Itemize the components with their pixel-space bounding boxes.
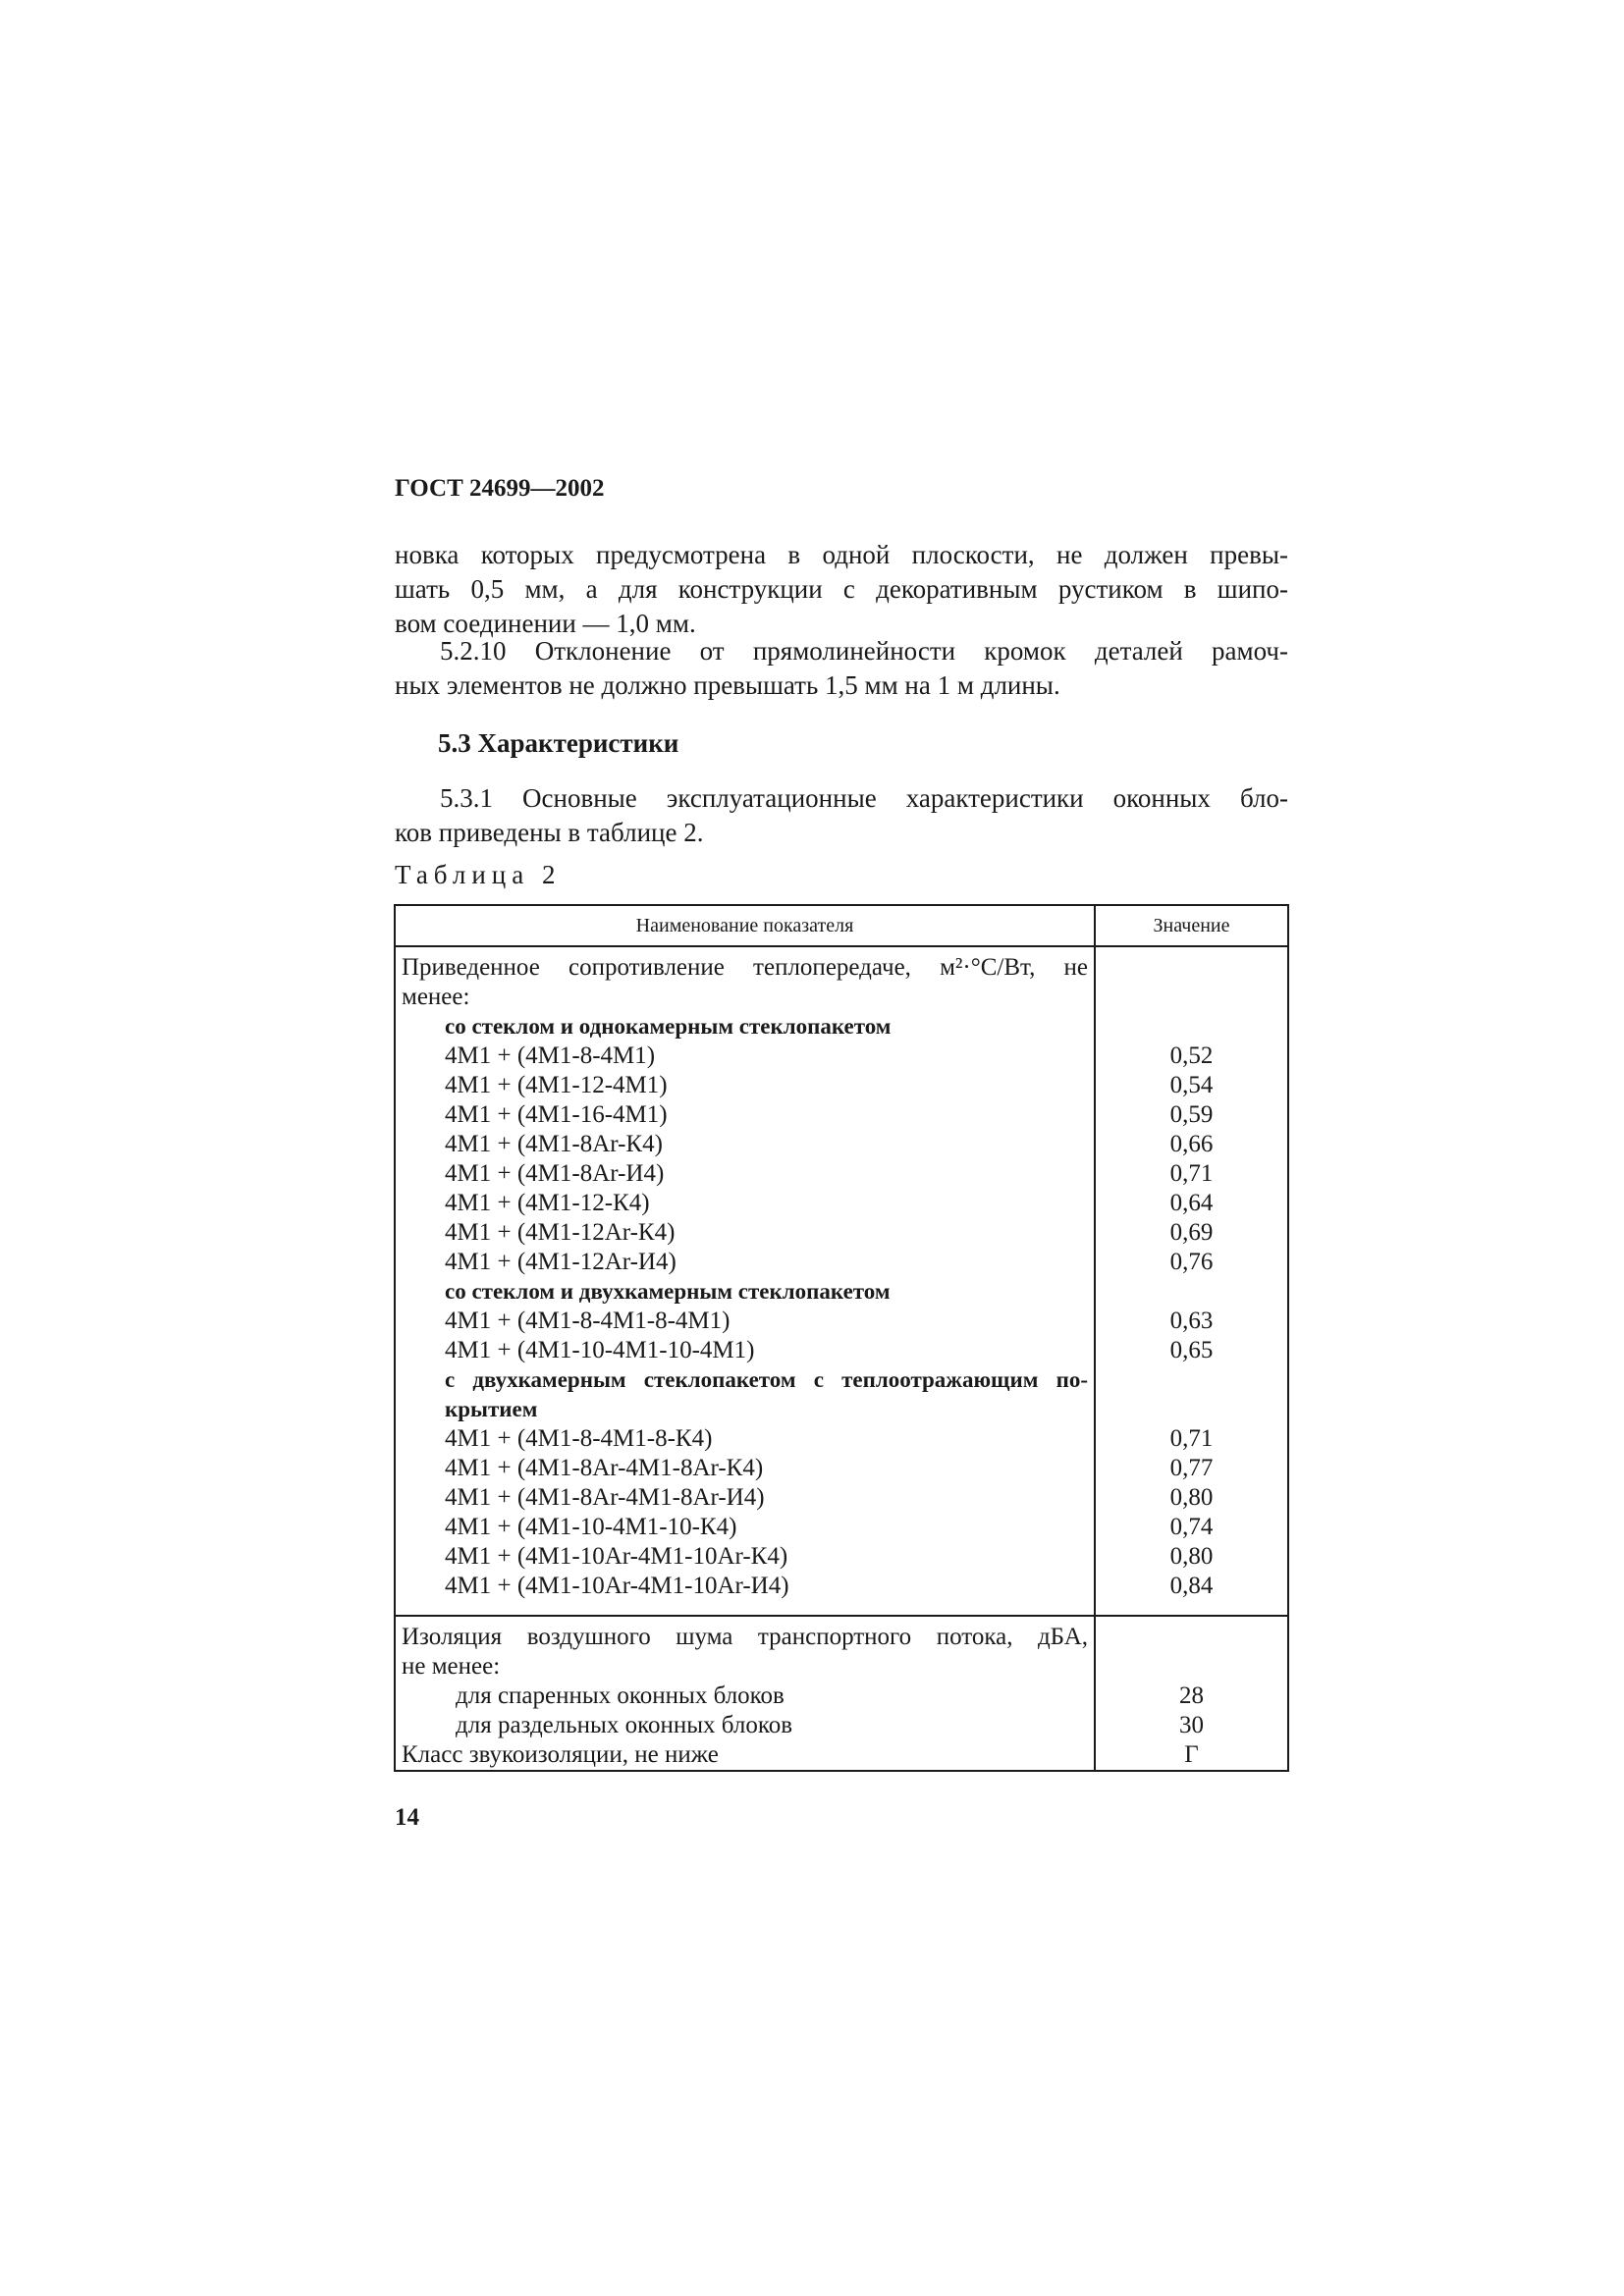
table-row-value: 0,80: [1169, 1484, 1214, 1511]
group-title: не менее:: [402, 1653, 501, 1680]
table-row-value: 0,84: [1169, 1573, 1214, 1599]
table-row-name: для раздельных оконных блоков: [456, 1712, 793, 1738]
table-row-name: 4М1 + (4М1-10-4М1-10-4М1): [445, 1337, 755, 1363]
column-header-value: Значение: [1095, 905, 1288, 946]
table-row-value: 28: [1179, 1682, 1204, 1709]
table-row-value: 0,80: [1169, 1543, 1214, 1570]
group-title: Приведенное сопротивление теплопередаче, м²·°С/Вт, не: [402, 954, 1088, 981]
table-row-name: Класс звукоизоляции, не ниже: [402, 1741, 719, 1768]
table-row-value: 0,66: [1169, 1131, 1214, 1157]
text-line: новка которых предусмотрена в одной плоскости, не должен превы-: [395, 540, 1288, 569]
group-name-cell: [395, 1616, 1095, 1771]
table-row-name: 4М1 + (4М1-8-4М1-8-4М1): [445, 1308, 731, 1334]
paragraph-continued: [395, 538, 1288, 641]
table-row-name: 4М1 + (4М1-8Ar-4М1-8Ar-К4): [445, 1455, 764, 1481]
table-row-value: 0,76: [1169, 1249, 1214, 1275]
section-title: 5.3 Характеристики: [438, 728, 679, 758]
subgroup-title: с двухкамерным стеклопакетом с теплоотражающим по-: [445, 1367, 1088, 1392]
group-value-cell: [1095, 1616, 1288, 1771]
table-row-name: 4М1 + (4М1-12Ar-И4): [445, 1249, 677, 1275]
table-row-name: 4М1 + (4М1-10-4М1-10-К4): [445, 1514, 737, 1540]
text-line: ных элементов не должно превышать 1,5 мм на 1 м длины.: [395, 670, 1060, 700]
text-line: ков приведены в таблице 2.: [395, 818, 704, 847]
table-row-name: 4М1 + (4М1-8-4М1): [445, 1042, 656, 1069]
text-line: 5.3.1 Основные эксплуатационные характеристики оконных бло-: [440, 783, 1288, 813]
table-caption: Таблица 2: [395, 860, 562, 889]
table-row-value: 0,52: [1169, 1042, 1214, 1069]
table-row-value: 0,69: [1169, 1219, 1214, 1246]
table-row-name: 4М1 + (4М1-10Ar-4М1-10Ar-И4): [445, 1573, 789, 1599]
group-value-cell: [1095, 946, 1288, 1616]
column-header-name: Наименование показателя: [395, 905, 1095, 946]
subgroup-title: со стеклом и однокамерным стеклопакетом: [445, 1014, 892, 1039]
table-group-acoustic: [395, 1616, 1288, 1771]
group-name-cell: [395, 946, 1095, 1616]
text-line: вом соединении — 1,0 мм.: [395, 609, 696, 638]
table-row-value: Г: [1184, 1741, 1199, 1768]
page-number: 14: [395, 1804, 419, 1831]
table-row-name: для спаренных оконных блоков: [456, 1682, 785, 1709]
document-header: ГОСТ 24699—2002: [395, 475, 605, 502]
table-row-name: 4М1 + (4М1-8-4М1-8-К4): [445, 1425, 713, 1452]
subgroup-title: со стеклом и двухкамерным стеклопакетом: [445, 1279, 891, 1304]
group-title: менее:: [402, 984, 470, 1010]
table-row-value: 0,59: [1169, 1101, 1214, 1128]
table-row-name: 4М1 + (4М1-8Ar-К4): [445, 1131, 663, 1157]
table-header-row: [395, 905, 1288, 946]
table-row-value: 0,77: [1169, 1455, 1214, 1481]
table-row-name: 4М1 + (4М1-12Ar-К4): [445, 1219, 676, 1246]
table-row-value: 0,64: [1169, 1190, 1214, 1216]
table-row-value: 0,71: [1169, 1425, 1214, 1452]
paragraph-5-2-10: [395, 634, 1288, 703]
text-line: 5.2.10 Отклонение от прямолинейности кромок деталей рамоч-: [440, 636, 1288, 666]
table-row-value: 0,65: [1169, 1337, 1214, 1363]
table-row-name: 4М1 + (4М1-8Ar-4М1-8Ar-И4): [445, 1484, 765, 1511]
table-row-name: 4М1 + (4М1-10Ar-4М1-10Ar-К4): [445, 1543, 788, 1570]
table-row-value: 30: [1179, 1712, 1204, 1738]
characteristics-table: [394, 904, 1289, 1772]
table-row-name: 4М1 + (4М1-12-К4): [445, 1190, 650, 1216]
subgroup-title: крытием: [445, 1397, 538, 1421]
table-row-name: 4М1 + (4М1-8Ar-И4): [445, 1160, 665, 1187]
table-row-value: 0,63: [1169, 1308, 1214, 1334]
table-row-name: 4М1 + (4М1-12-4М1): [445, 1072, 668, 1098]
table-group-thermal: [395, 946, 1288, 1616]
table-row-value: 0,71: [1169, 1160, 1214, 1187]
text-line: шать 0,5 мм, а для конструкции с декоративным рустиком в шипо-: [395, 574, 1288, 604]
table-row-name: 4М1 + (4М1-16-4М1): [445, 1101, 668, 1128]
table-row-value: 0,54: [1169, 1072, 1214, 1098]
paragraph-5-3-1: [395, 781, 1288, 850]
group-title: Изоляция воздушного шума транспортного потока, дБА,: [402, 1624, 1088, 1650]
table-row-value: 0,74: [1169, 1514, 1214, 1540]
